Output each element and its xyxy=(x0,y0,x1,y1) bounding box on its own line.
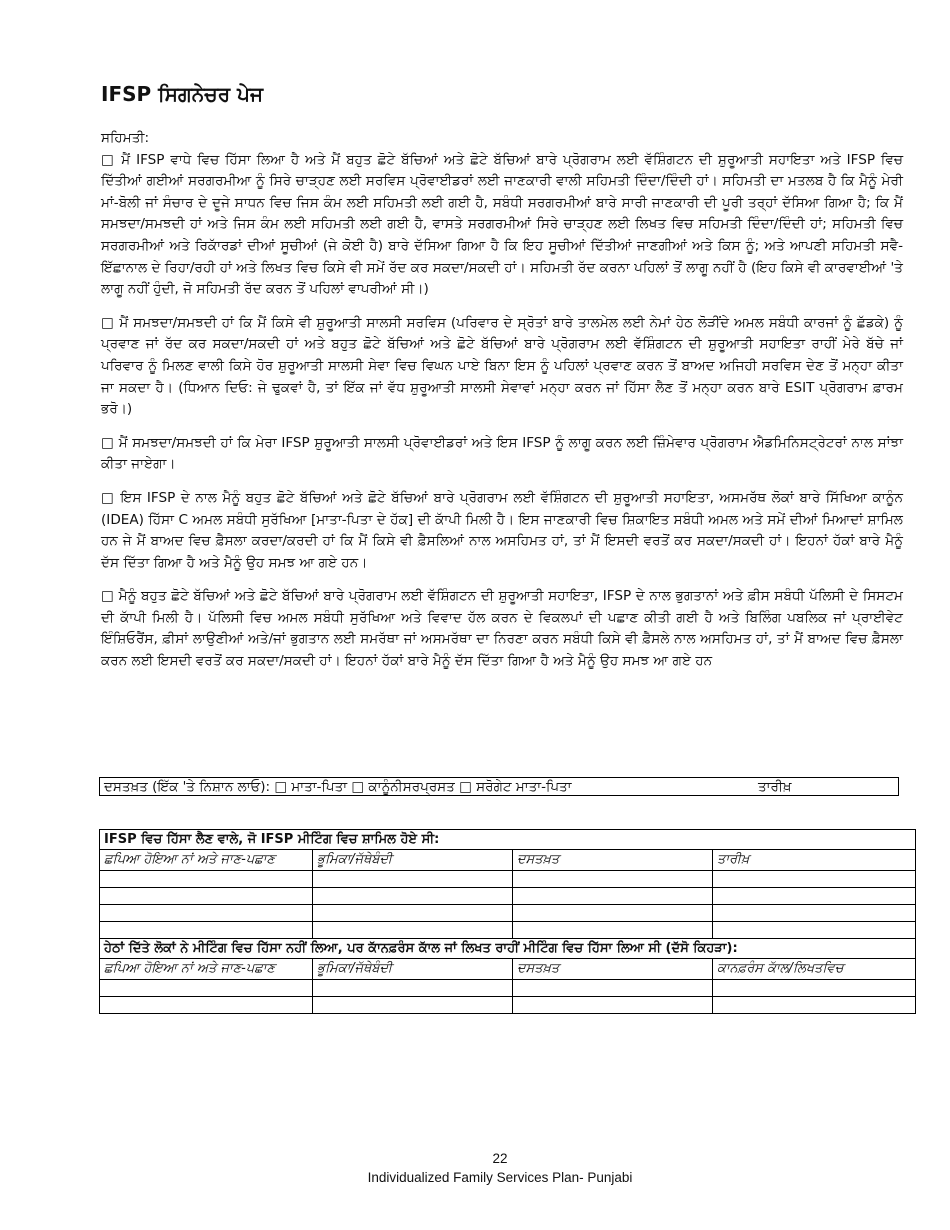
table-cell[interactable] xyxy=(513,997,713,1014)
column-header: ਤਾਰੀਖ਼ xyxy=(713,850,916,871)
table-row xyxy=(100,871,916,888)
column-header: ਛਪਿਆ ਹੋਇਆ ਨਾਂ ਅਤੇ ਜਾਣ-ਪਛਾਣ xyxy=(100,959,313,980)
table-row xyxy=(100,888,916,905)
table-cell[interactable] xyxy=(313,888,513,905)
table-cell[interactable] xyxy=(713,888,916,905)
column-header: ਭੂਮਿਕਾ/ਜੱਥੇਬੰਦੀ xyxy=(313,959,513,980)
consent-paragraph: □ ਮੈਨੂੰ ਬਹੁਤ ਛੋਟੇ ਬੱਚਿਆਂ ਅਤੇ ਛੋਟੇ ਬੱਚਿਆਂ ਬਾਰੇ ਪ੍ਰੋਗਰਾਮ ਲਈ ਵੱਸ਼ਿੰਗਟਨ ਦੀ ਸ਼ੁਰੂਆਤੀ ਸਹਾਇਤਾ, IFSP ਦੇ ਨਾਲ ਭੁਗਤਾਨਾਂ ਅਤੇ ਫ਼ੀਸ ਸਬੰਧੀ ਪੱਲਿਸੀ ਦੇ ਸਿਸਟਮ ਦੀ ਕਾੱਪੀ ਮਿਲੀ ਹੈ। ਪੱਲਿਸੀ ਵਿਚ ਅਮਲ ਸਬੰਧੀ ਸੁਰੱਖਿਆ ਅਤੇ ਵਿਵਾਦ ਹੱਲ ਕਰਨ ਦੇ ਵਿਕਲਪਾਂ ਦੀ ਪਛਾਣ ਕੀਤੀ ਗਈ ਹੈ ਅਤੇ ਬਿਲਿੰਗ ਪਬਲਿਕ ਜਾਂ ਪ੍ਰਾਈਵੇਟ ਇੰਸ਼ਿਓਰੈਂਸ, ਫ਼ੀਸਾਂ ਲਾਉਣੀਆਂ ਅਤੇ/ਜਾਂ ਭੁਗਤਾਨ ਲਈ ਸਮਰੱਥਾ ਜਾਂ ਅਸਮਰੱਥਾ ਦਾ ਨਿਰਣਾ ਕਰਨ ਸਬੰਧੀ ਕਿਸੇ ਵੀ ਫ਼ੈਸਲੇ ਨਾਲ ਅਸਹਿਮਤ ਹਾਂ, ਤਾਂ ਮੈਂ ਬਾਅਦ ਵਿਚ ਫ਼ੈਸਲਾ ਕਰਨ ਲਈ ਇਸਦੀ ਵਰਤੋਂ ਕਰ ਸਕਦਾ/ਸਕਦੀ ਹਾਂ। ਇਹਨਾਂ ਹੱਕਾਂ ਬਾਰੇ ਮੈਨੂੰ ਦੱਸ ਦਿੱਤਾ ਗਿਆ ਹੈ ਅਤੇ ਮੈਨੂੰ ਉਹ ਸਮਝ ਆ ਗਏ ਹਨ xyxy=(101,588,903,670)
table-cell[interactable] xyxy=(513,922,713,939)
table-cell[interactable] xyxy=(513,888,713,905)
table-cell[interactable] xyxy=(100,905,313,922)
table-cell[interactable] xyxy=(100,888,313,905)
table-section-header xyxy=(100,830,916,850)
consent-paragraph: □ ਮੈਂ IFSP ਵਾਧੇ ਵਿਚ ਹਿੱਸਾ ਲਿਆ ਹੈ ਅਤੇ ਮੈਂ ਬਹੁਤ ਛੋਟੇ ਬੱਚਿਆਂ ਅਤੇ ਛੋਟੇ ਬੱਚਿਆਂ ਬਾਰੇ ਪ੍ਰੋਗਰਾਮ ਲਈ ਵੱਸ਼ਿੰਗਟਨ ਦੀ ਸ਼ੁਰੂਆਤੀ ਸਹਾਇਤਾ ਅਤੇ IFSP ਵਿਚ ਦਿੱਤੀਆਂ ਗਈਆਂ ਸਰਗਰਮੀਆ ਨੂੰ ਸਿਰੇ ਚਾੜ੍ਹਣ ਲਈ ਸਰਵਿਸ ਪ੍ਰੋਵਾਈਡਰਾਂ ਲਈ ਜਾਣਕਾਰੀ ਵਾਲੀ ਸਹਿਮਤੀ ਦਿੰਦਾ/ਦਿੰਦੀ ਹਾਂ। ਸਹਿਮਤੀ ਦਾ ਮਤਲਬ ਹੈ ਕਿ ਮੈਨੂੰ ਮੇਰੀ ਮਾਂ-ਬੋਲੀ ਜਾਂ ਸੰਚਾਰ ਦੇ ਦੂਜੇ ਸਾਧਨ ਵਿਚ ਜਿਸ ਕੰਮ ਲਈ ਸਹਿਮਤੀ ਲਈ ਗਈ ਹੈ, ਸਬੰਧੀ ਸਰਗਰਮੀਆਂ ਬਾਰੇ ਸਾਰੀ ਜਾਣਕਾਰੀ ਦੀ ਪੂਰੀ ਤਰ੍ਹਾਂ ਦੱਸਿਆ ਗਿਆ ਹੈ; ਕਿ ਮੈਂ ਸਮਝਦਾ/ਸਮਝਦੀ ਹਾਂ ਅਤੇ ਜਿਸ ਕੰਮ ਲਈ ਸਹਿਮਤੀ ਲਈ ਗਈ ਹੈ, ਵਾਸਤੇ ਸਰਗਰਮੀਆਂ ਸਿਰੇ ਚਾੜ੍ਹਣ ਲਈ ਲਿਖਤ ਵਿਚ ਸਹਿਮਤੀ ਦਿੰਦਾ/ਦਿੰਦੀ ਹਾਂ; ਸਹਿਮਤੀ ਵਿਚ ਸਰਗਰਮੀਆਂ ਅਤੇ ਰਿਕਾੱਰਡਾਂ ਦੀਆਂ ਸੂਚੀਆਂ (ਜੇ ਕੋਈ ਹੈ) ਬਾਰੇ ਦੱਸਿਆ ਗਿਆ ਹੈ ਕਿ ਇਹ ਸੂਚੀਆਂ ਦਿੱਤੀਆਂ ਜਾਣਗੀਆਂ ਅਤੇ ਕਿਸ ਨੂੰ; ਅਤੇ ਆਪਣੀ ਸਹਿਮਤੀ ਸਵੈ-ਇੱਛਾਨਾਲ ਦੇ ਰਿਹਾ/ਰਹੀ ਹਾਂ ਅਤੇ ਲਿਖਤ ਵਿਚ ਕਿਸੇ ਵੀ ਸਮੇਂ ਰੱਦ ਕਰ ਸਕਦਾ/ਸਕਦੀ ਹਾਂ। ਸਹਿਮਤੀ ਰੱਦ ਕਰਨਾ ਪਹਿਲਾਂ ਤੋਂ ਲਾਗੂ ਨਹੀਂ ਹੈ (ਇਹ ਕਿਸੇ ਵੀ ਕਾਰਵਾਈਆਂ 'ਤੇ ਲਾਗੂ ਨਹੀਂ ਹੁੰਦੀ, ਜੋ ਸਹਿਮਤੀ ਰੱਦ ਕਰਨ ਤੋਂ ਪਹਿਲਾਂ ਵਾਪਰੀਆਂ ਸੀ।) xyxy=(101,151,903,298)
page-title: IFSP ਸਿਗਨੇਚਰ ਪੇਜ xyxy=(101,82,264,106)
table-row xyxy=(100,997,916,1014)
table-row xyxy=(100,922,916,939)
table-cell[interactable] xyxy=(100,980,313,997)
table-cell[interactable] xyxy=(100,871,313,888)
table-cell[interactable] xyxy=(713,871,916,888)
column-header: ਦਸਤਖ਼ਤ xyxy=(513,959,713,980)
table-cell[interactable] xyxy=(513,905,713,922)
table-cell[interactable] xyxy=(713,980,916,997)
table-cell[interactable] xyxy=(313,905,513,922)
table-cell[interactable] xyxy=(713,905,916,922)
consent-paragraph: □ ਮੈਂ ਸਮਝਦਾ/ਸਮਝਦੀ ਹਾਂ ਕਿ ਮੈਂ ਕਿਸੇ ਵੀ ਸ਼ੁਰੂਆਤੀ ਸਾਲਸੀ ਸਰਵਿਸ (ਪਰਿਵਾਰ ਦੇ ਸ੍ਰੋਤਾਂ ਬਾਰੇ ਤਾਲਮੇਲ ਲਈ ਨੇਮਾਂ ਹੇਠ ਲੋੜੀਂਦੇ ਅਮਲ ਸਬੰਧੀ ਕਾਰਜਾਂ ਨੂੰ ਛੱਡਕੇ) ਨੂੰ ਪ੍ਰਵਾਣ ਜਾਂ ਰੱਦ ਕਰ ਸਕਦਾ/ਸਕਦੀ ਹਾਂ ਅਤੇ ਬਹੁਤ ਛੋਟੇ ਬੱਚਿਆਂ ਅਤੇ ਛੋਟੇ ਬੱਚਿਆਂ ਬਾਰੇ ਪ੍ਰੋਗਰਾਮ ਲਈ ਵੱਸ਼ਿੰਗਟਨ ਦੀ ਸ਼ੁਰੂਆਤੀ ਸਹਾਇਤਾ ਰਾਹੀਂ ਮੇਰੇ ਬੱਚੇ ਜਾਂ ਪਰਿਵਾਰ ਨੂੰ ਮਿਲਣ ਵਾਲੀ ਕਿਸੇ ਹੋਰ ਸ਼ੁਰੂਆਤੀ ਸਾਲਸੀ ਸੇਵਾ ਵਿਚ ਵਿਘਨ ਪਾਏ ਬਿਨਾ ਇਸ ਨੂੰ ਪਹਿਲਾਂ ਪ੍ਰਵਾਣ ਕਰਨ ਤੋਂ ਬਾਅਦ ਅਜਿਹੀ ਸਰਵਿਸ ਦੇਣ ਤੋਂ ਮਨ੍ਹਾ ਕੀਤਾ ਜਾ ਸਕਦਾ ਹੈ। (ਧਿਆਨ ਦਿਓ: ਜੇ ਢੁਕਵਾਂ ਹੈ, ਤਾਂ ਇੱਕ ਜਾਂ ਵੱਧ ਸ਼ੁਰੂਆਤੀ ਸਾਲਸੀ ਸੇਵਾਵਾਂ ਮਨ੍ਹਾ ਕਰਨ ਜਾਂ ਹਿੱਸਾ ਲੈਣ ਤੋਂ ਮਨ੍ਹਾ ਕਰਨ ਬਾਰੇ ESIT ਪ੍ਰੋਗਰਾਮ ਫ਼ਾਰਮ ਭਰੋ।) xyxy=(101,314,903,418)
table-cell[interactable] xyxy=(313,871,513,888)
column-header: ਭੂਮਿਕਾ/ਜੱਥੇਬੰਦੀ xyxy=(313,850,513,871)
table-section-header xyxy=(100,939,916,959)
column-header: ਕਾਨਫ਼ਰੰਸ ਕਾੱਲ/ਲਿਖਤਵਿਚ xyxy=(713,959,916,980)
consent-paragraph: □ ਮੈਂ ਸਮਝਦਾ/ਸਮਝਦੀ ਹਾਂ ਕਿ ਮੇਰਾ IFSP ਸ਼ੁਰੂਆਤੀ ਸਾਲਸੀ ਪ੍ਰੋਵਾਈਡਰਾਂ ਅਤੇ ਇਸ IFSP ਨੂੰ ਲਾਗੂ ਕਰਨ ਲਈ ਜ਼ਿੰਮੇਵਾਰ ਪ੍ਰੋਗਰਾਮ ਐਡਮਿਨਿਸਟ੍ਰੇਟਰਾਂ ਨਾਲ ਸਾਂਝਾ ਕੀਤਾ ਜਾਏਗਾ। xyxy=(101,434,903,473)
table-cell[interactable] xyxy=(100,997,313,1014)
column-header: ਛਪਿਆ ਹੋਇਆ ਨਾਂ ਅਤੇ ਜਾਣ-ਪਛਾਣ xyxy=(100,850,313,871)
table-cell[interactable] xyxy=(513,871,713,888)
section2-title: ਹੇਠਾਂ ਦਿੱਤੇ ਲੋਕਾਂ ਨੇ ਮੀਟਿੰਗ ਵਿਚ ਹਿੱਸਾ ਨਹੀਂ ਲਿਆ, ਪਰ ਕਾੱਨਫ਼ਰੰਸ ਕਾੱਲ ਜਾਂ ਲਿਖਤ ਰਾਹੀਂ ਮੀਟਿੰਗ ਵਿਚ ਹਿੱਸਾ ਲਿਆ ਸੀ (ਦੱਸੋ ਕਿਹੜਾ): xyxy=(100,939,916,959)
table-header-row xyxy=(100,959,916,980)
table-cell[interactable] xyxy=(313,997,513,1014)
signature-line[interactable] xyxy=(99,777,899,796)
consent-paragraph: □ ਇਸ IFSP ਦੇ ਨਾਲ ਮੈਨੂੰ ਬਹੁਤ ਛੋਟੇ ਬੱਚਿਆਂ ਅਤੇ ਛੋਟੇ ਬੱਚਿਆਂ ਬਾਰੇ ਪ੍ਰੋਗਰਾਮ ਲਈ ਵੱਸ਼ਿੰਗਟਨ ਦੀ ਸ਼ੁਰੂਆਤੀ ਸਹਾਇਤਾ, ਅਸਮਰੱਥ ਲੋਕਾਂ ਬਾਰੇ ਸਿੱਖਿਆ ਕਾਨੂੰਨ (IDEA) ਹਿੱਸਾ C ਅਮਲ ਸਬੰਧੀ ਸੁਰੱਖਿਆ [ਮਾਤਾ-ਪਿਤਾ ਦੇ ਹੱਕ] ਦੀ ਕਾੱਪੀ ਮਿਲੀ ਹੈ। ਇਸ ਜਾਣਕਾਰੀ ਵਿਚ ਸ਼ਿਕਾਇਤ ਸਬੰਧੀ ਅਮਲ ਅਤੇ ਸਮੇਂ ਦੀਆਂ ਮਿਆਦਾਂ ਸ਼ਾਮਿਲ ਹਨ ਜੇ ਮੈਂ ਬਾਅਦ ਵਿਚ ਫ਼ੈਸਲਾ ਕਰਦਾ/ਕਰਦੀ ਹਾਂ ਕਿ ਮੈਂ ਕਿਸੇ ਵੀ ਫ਼ੈਸਲਿਆਂ ਨਾਲ ਅਸਹਿਮਤ ਹਾਂ, ਤਾਂ ਮੈਂ ਇਸਦੀ ਵਰਤੋਂ ਕਰ ਸਕਦਾ/ਸਕਦੀ ਹਾਂ। ਇਹਨਾਂ ਹੱਕਾਂ ਬਾਰੇ ਮੈਨੂੰ ਦੱਸ ਦਿੱਤਾ ਗਿਆ ਹੈ ਅਤੇ ਮੈਨੂੰ ਉਹ ਸਮਝ ਆ ਗਏ ਹਨ। xyxy=(101,489,903,571)
signature-line-label: ਦਸਤਖ਼ਤ (ਇੱਕ 'ਤੇ ਨਿਸ਼ਾਨ ਲਾਓ): □ ਮਾਤਾ-ਪਿਤਾ □ ਕਾਨੂੰਨੀਸਰਪ੍ਰਸਤ □ ਸਰੋਗੇਟ ਮਾਤਾ-ਪਿਤਾ xyxy=(104,779,572,795)
table-cell[interactable] xyxy=(313,980,513,997)
table-header-row xyxy=(100,850,916,871)
section1-title: IFSP ਵਿਚ ਹਿੱਸਾ ਲੈਣ ਵਾਲੇ, ਜੋ IFSP ਮੀਟਿੰਗ ਵਿਚ ਸ਼ਾਮਿਲ ਹੋਏ ਸੀ: xyxy=(100,830,916,850)
column-header: ਦਸਤਖ਼ਤ xyxy=(513,850,713,871)
table-row xyxy=(100,980,916,997)
table-cell[interactable] xyxy=(713,922,916,939)
consent-label: ਸਹਿਮਤੀ: xyxy=(101,130,150,146)
footer-title: Individualized Family Services Plan- Punjabi xyxy=(367,1170,633,1185)
consent-section xyxy=(101,128,903,685)
table-cell[interactable] xyxy=(713,997,916,1014)
page-number: 22 xyxy=(492,1151,508,1166)
table-cell[interactable] xyxy=(100,922,313,939)
table-cell[interactable] xyxy=(313,922,513,939)
participants-table xyxy=(99,829,916,1014)
signature-date-label: ਤਾਰੀਖ਼ xyxy=(758,779,792,795)
table-cell[interactable] xyxy=(513,980,713,997)
table-row xyxy=(100,905,916,922)
